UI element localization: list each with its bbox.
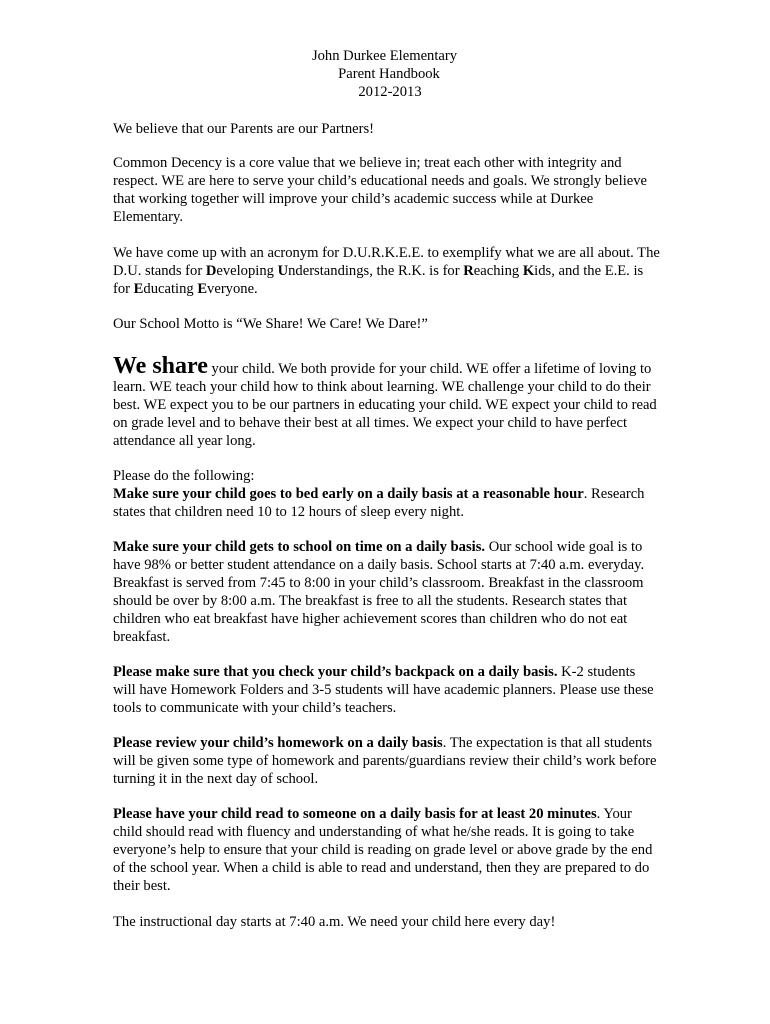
item-1-bold: Make sure your child gets to school on time on a daily basis.: [113, 539, 486, 555]
school-name: John Durkee Elementary: [311, 48, 458, 64]
item-0-text: . Research states that children need 10 to 12 hours of sleep every night.: [113, 485, 645, 520]
item-4-bold: Please have your child read to someone on a daily basis for at least 20 minutes: [113, 806, 597, 822]
motto-paragraph: [113, 316, 661, 334]
we-share-heading: We share: [113, 353, 208, 379]
closing-paragraph: [113, 914, 661, 932]
item-3-text: . The expectation is that all students will be given some type of homework and parents/guardians review their child’s work before turning it in the next day of school.: [113, 735, 657, 787]
item-2-text: K-2 students will have Homework Folders and 3-5 students will have academic planners. Please use these tools to communicate with your child’s teachers.: [113, 664, 654, 716]
acronym-letter-u: U: [277, 262, 289, 279]
acronym-letter-e2: E: [197, 280, 208, 297]
item-3-bold: Please review your child’s homework on a daily basis: [113, 735, 443, 751]
we-share-text: [113, 353, 661, 451]
acronym-letter-r: R: [463, 262, 474, 279]
item-1-text: Our school wide goal is to have 98% or better student attendance on a daily basis. School starts at 7:40 a.m. everyday. Breakfast is served from 7:45 to 8:00 in your child’s classroom. Breakfast in the classroom should be over by 8:00 a.m. The breakfast is free to all the students. Research states that children who eat breakfast have higher achievement scores than children who do not eat breakfast.: [113, 539, 645, 645]
we-share-body: your child. We both provide for your child. WE offer a lifetime of loving to learn. WE teach your child how to think about learning. WE challenge your child to do their best. WE expect you to be our partners in educating your child. WE expect your child to read on grade level and to behave their best at all times. We expect your child to have perfect attendance all year long.: [113, 361, 657, 449]
decency-paragraph: [113, 155, 661, 227]
acronym-text: [113, 245, 661, 299]
list-item: [113, 664, 661, 718]
acronym-letter-e1: E: [133, 280, 144, 297]
partners-paragraph: [113, 121, 661, 139]
list-item: [113, 806, 661, 896]
list-item: [113, 539, 661, 646]
motto-text: Our School Motto is “We Share! We Care! We Dare!”: [113, 316, 428, 332]
partners-text: We believe that our Parents are our Partners!: [113, 121, 375, 137]
item-4-text: . Your child should read with fluency and understanding of what he/she reads. It is going to take everyone’s help to ensure that your child is reading on grade level or above grade by the end of the school year. When a child is able to read and understand, then they are prepared to do their best.: [113, 806, 653, 894]
school-year: 2012-2013: [358, 83, 422, 100]
acronym-intro: We have come up with an acronym for D.U.R.K.E.E. to exemplify what we are all about. The D.U. stands for: [113, 245, 660, 279]
acronym-word-u: nderstandings, the R.K. is for: [288, 262, 464, 279]
acronym-letter-d: D: [205, 262, 217, 279]
item-1-paragraph: [113, 539, 661, 646]
acronym-word-r: eaching: [473, 262, 523, 279]
we-share-paragraph: [113, 353, 661, 451]
list-item: [113, 735, 661, 789]
acronym-letter-k: K: [522, 262, 535, 279]
item-2-paragraph: [113, 664, 661, 718]
acronym-paragraph: [113, 245, 661, 299]
item-4-paragraph: [113, 806, 661, 896]
acronym-word-d: eveloping: [216, 262, 278, 279]
closing-text: The instructional day starts at 7:40 a.m. We need your child here every day!: [113, 914, 556, 930]
acronym-word-e1: ducating: [143, 280, 198, 297]
item-2-bold: Please make sure that you check your child’s backpack on a daily basis.: [113, 664, 558, 680]
decency-text: Common Decency is a core value that we believe in; treat each other with integrity and respect. WE are here to serve your child’s educational needs and goals. We strongly believe that working together will improve your child’s academic success while at Durkee Elementary.: [113, 155, 648, 225]
list-item: [113, 486, 661, 522]
document-header: [0, 48, 770, 102]
please-do-label: Please do the following:: [113, 468, 255, 484]
acronym-word-e2: veryone.: [207, 280, 258, 297]
acronym-word-k: ids, and the E.E. is for: [113, 262, 644, 297]
item-3-paragraph: [113, 735, 661, 789]
document-title: Parent Handbook: [338, 65, 440, 82]
item-0-bold: Make sure your child goes to bed early on a daily basis at a reasonable hour: [113, 485, 584, 502]
items-section: [113, 468, 661, 522]
